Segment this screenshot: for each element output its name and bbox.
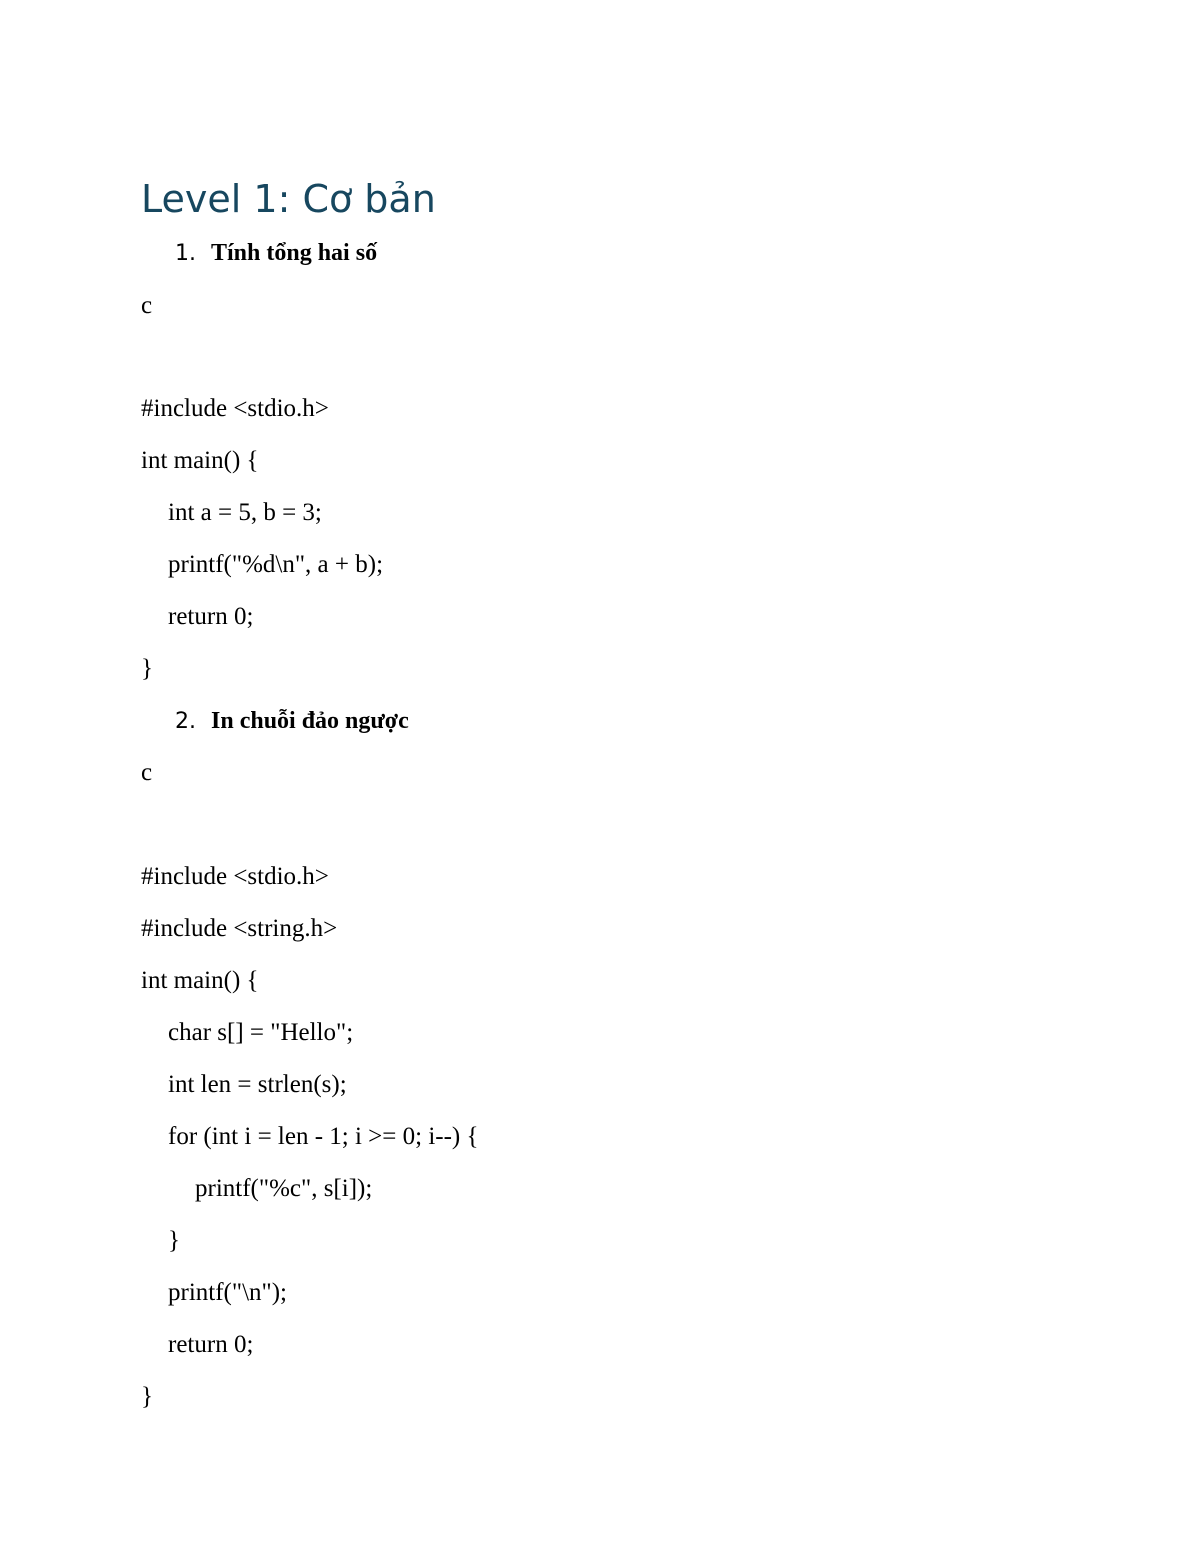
list-number: 2. [175, 709, 196, 734]
code-line: } [141, 1383, 153, 1410]
code-line: int main() { [141, 447, 259, 474]
code-line: return 0; [168, 603, 254, 630]
code-line: #include <stdio.h> [141, 395, 329, 422]
list-item-2 [175, 704, 409, 739]
code-line: return 0; [168, 1331, 254, 1358]
list-item-1 [175, 236, 377, 271]
code-line: int a = 5, b = 3; [168, 499, 322, 526]
list-title: Tính tổng hai số [211, 240, 378, 266]
list-number: 1. [175, 241, 196, 266]
code-line: } [141, 655, 153, 682]
code-line: printf("%d\n", a + b); [168, 551, 384, 578]
code-line: int len = strlen(s); [168, 1071, 347, 1098]
list-title: In chuỗi đảo ngược [211, 708, 409, 734]
code-line: char s[] = "Hello"; [168, 1019, 354, 1046]
code-line: printf("%c", s[i]); [195, 1175, 373, 1202]
code-line: for (int i = len - 1; i >= 0; i--) { [168, 1123, 479, 1150]
code-language-label: c [141, 759, 153, 786]
code-line: #include <string.h> [141, 915, 338, 942]
code-line: printf("\n"); [168, 1279, 287, 1306]
code-line: #include <stdio.h> [141, 863, 329, 890]
code-language-label: c [141, 292, 153, 319]
heading-level-1: Level 1: Cơ bản [141, 177, 436, 221]
code-line: } [168, 1227, 180, 1254]
code-line: int main() { [141, 967, 259, 994]
